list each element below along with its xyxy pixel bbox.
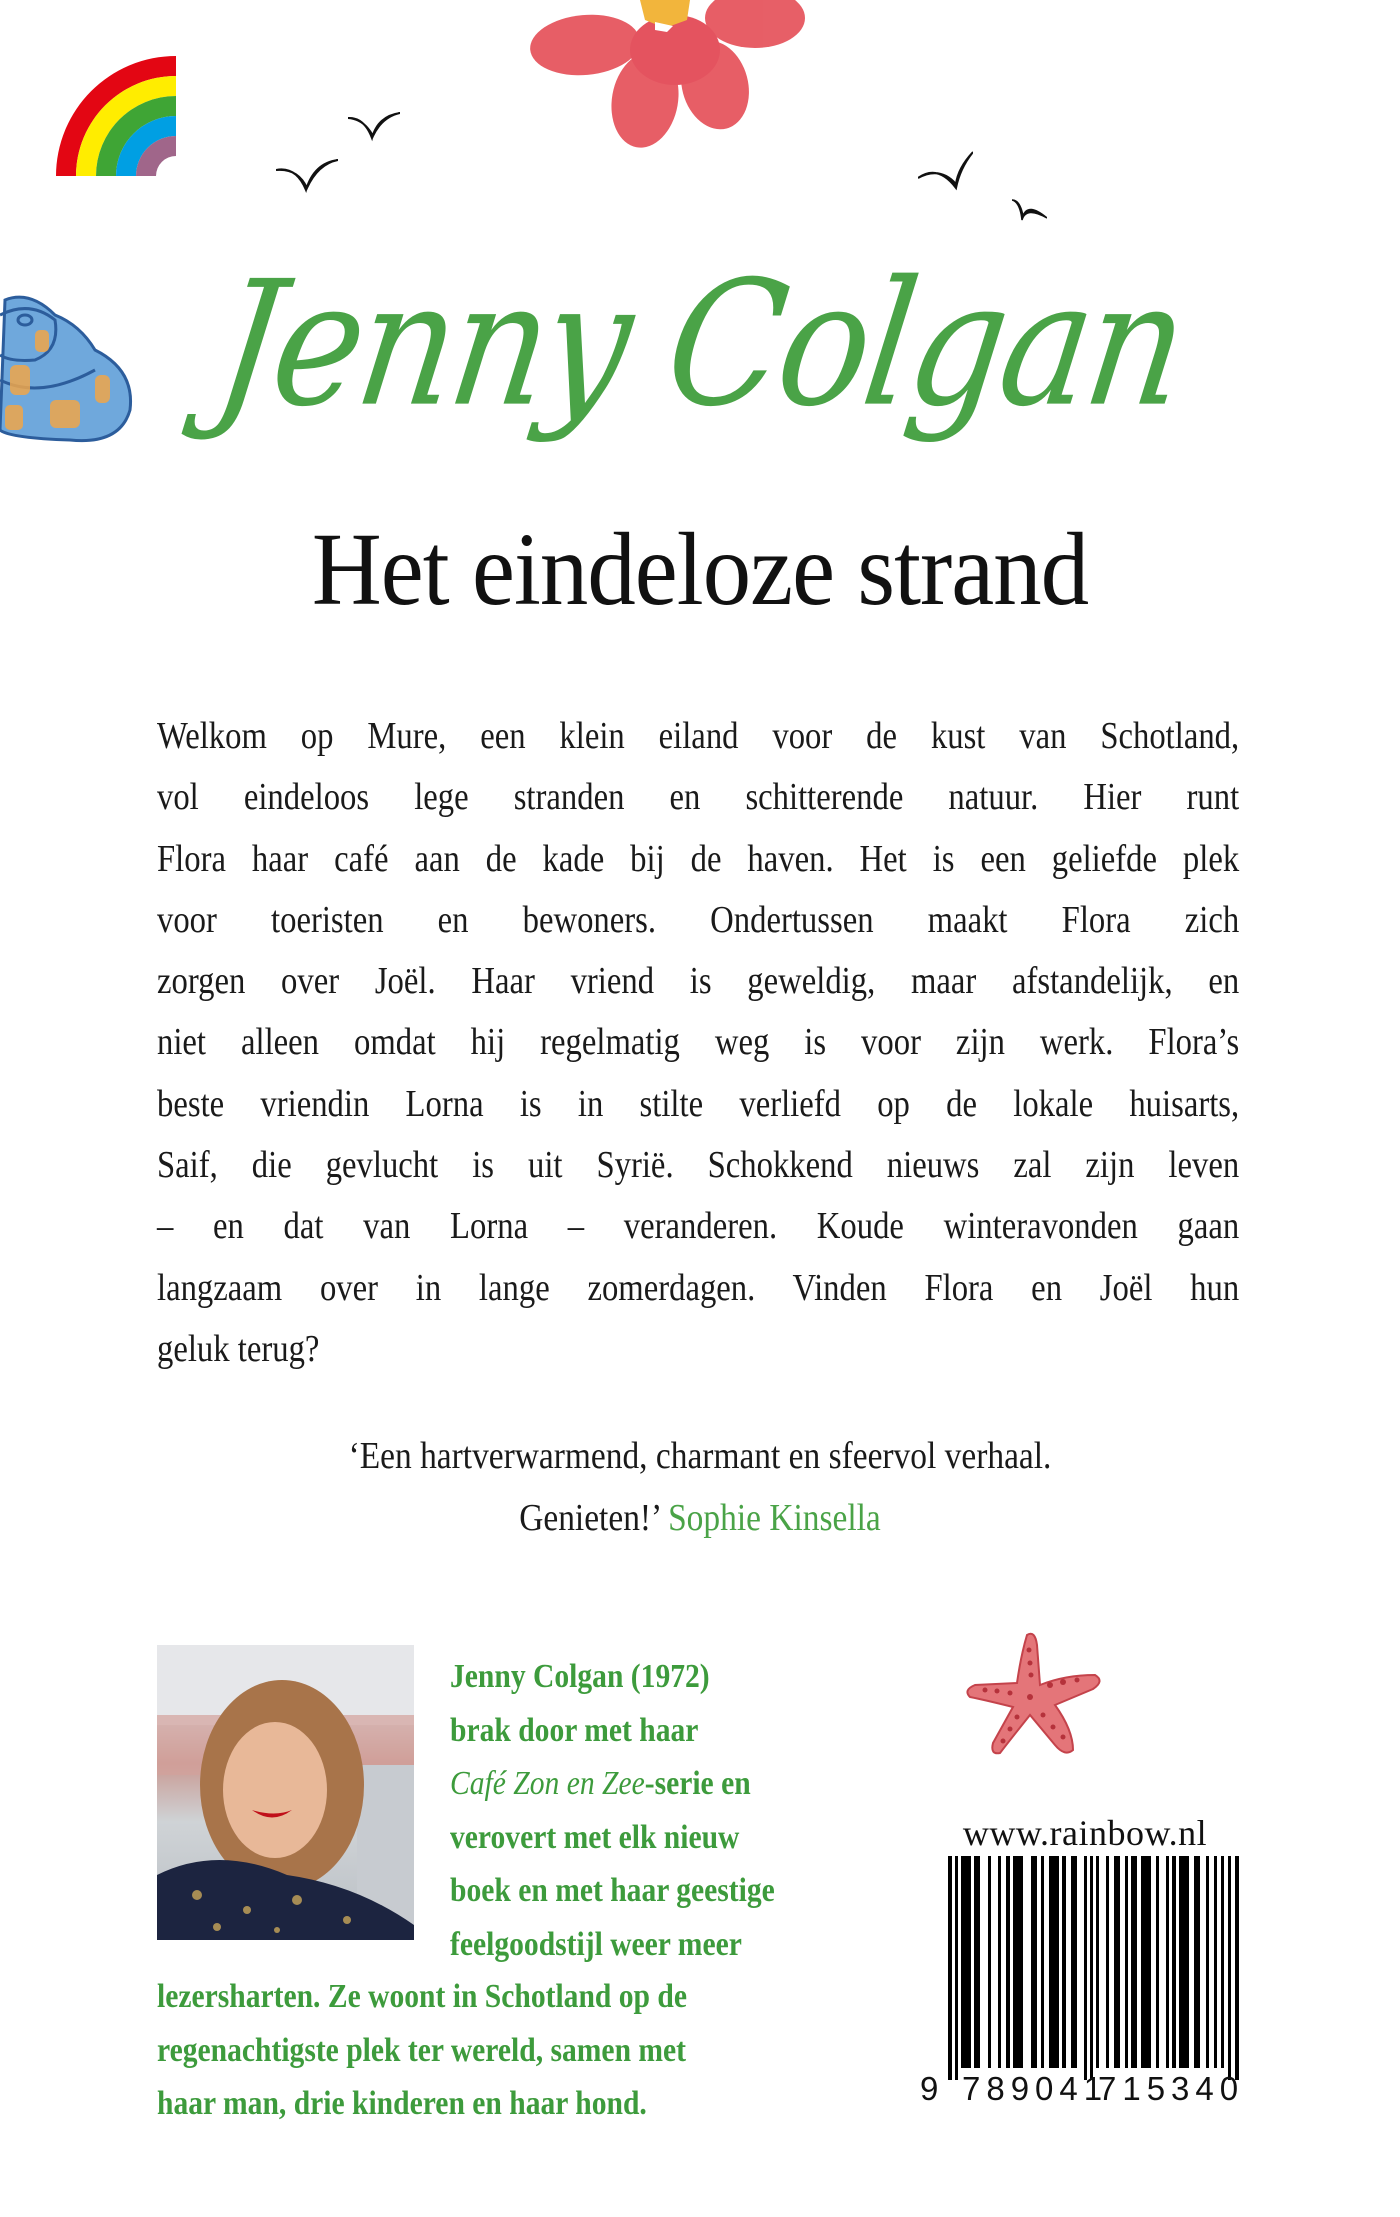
isbn-right-group: 715340 [1098, 2070, 1245, 2107]
bio-line: lezersharten. Ze woont in Schotland op de [157, 1978, 687, 2015]
blurb-line: geluk terug? [157, 1327, 320, 1370]
author-portrait-icon [157, 1645, 414, 1940]
review-quote [0, 1425, 1400, 1549]
publisher-website-link[interactable]: www.rainbow.nl [962, 1813, 1208, 1853]
bird-icon [276, 158, 338, 194]
blurb-line: zorgen over Joël. Haar vriend is geweldig, maar afstandelijk, en [157, 960, 1240, 1003]
quote-attribution: Sophie Kinsella [668, 1497, 881, 1539]
series-title: Café Zon en Zee [450, 1765, 645, 1802]
blurb-line: Saif, die gevlucht is uit Syrië. Schokkend nieuws zal zijn leven [157, 1144, 1240, 1187]
bio-line: regenachtigste plek ter wereld, samen met [157, 2031, 687, 2069]
quote-text: Genieten!’ [519, 1497, 660, 1539]
blurb-line: Welkom op Mure, een klein eiland voor de kust van Schotland, [157, 715, 1240, 757]
author-name-heading: Jenny Colgan [205, 244, 1195, 446]
blurb-line: – en dat van Lorna – veranderen. Koude winteravonden gaan [157, 1205, 1240, 1248]
blurb-line: vol eindeloos lege stranden en schitterende natuur. Hier runt [157, 776, 1240, 819]
isbn-left-group: 789041 [962, 2070, 1109, 2107]
book-title: Het eindeloze strand [311, 512, 1089, 627]
bio-line: Café Zon en Zee-serie en [450, 1765, 751, 1802]
bio-line: Jenny Colgan (1972) [450, 1658, 710, 1695]
isbn-prefix: 9 [920, 2070, 939, 2107]
bio-line: brak door met haar [450, 1711, 699, 1749]
author-bio [450, 1650, 870, 1971]
blurb-line: beste vriendin Lorna is in stilte verliefd op de lokale huisarts, [157, 1082, 1240, 1125]
blurb-text [157, 706, 1239, 1380]
rainbow-logo-icon [56, 56, 176, 176]
starfish-illustration-icon [955, 1615, 1105, 1765]
author-bio-continued [157, 1970, 877, 2131]
blurb-line: niet alleen omdat hij regelmatig weg is voor zijn werk. Flora’s [157, 1021, 1240, 1064]
blurb-line: langzaam over in lange zomerdagen. Vinden Flora en Joël hun [157, 1266, 1240, 1309]
blurb-line: Flora haar café aan de kade bij de haven. Het is een geliefde plek [157, 837, 1240, 880]
bird-icon [918, 150, 973, 192]
quote-line: ‘Een hartverwarmend, charmant en sfeervol verhaal. [348, 1435, 1052, 1477]
bio-line: haar man, drie kinderen en haar hond. [157, 2085, 647, 2122]
author-photo [157, 1645, 414, 1940]
bird-icon [348, 112, 400, 142]
bird-icon [1012, 198, 1047, 223]
isbn-barcode-icon [948, 1856, 1244, 2080]
bio-line: verovert met elk nieuw [450, 1818, 740, 1856]
blurb-line: voor toeristen en bewoners. Ondertussen maakt Flora zich [157, 898, 1240, 941]
quote-line [84, 1487, 1316, 1549]
flower-illustration-icon [505, 0, 805, 150]
bio-line: feelgoodstijl weer meer [450, 1925, 742, 1963]
bio-line: boek en met haar geestige [450, 1872, 775, 1909]
